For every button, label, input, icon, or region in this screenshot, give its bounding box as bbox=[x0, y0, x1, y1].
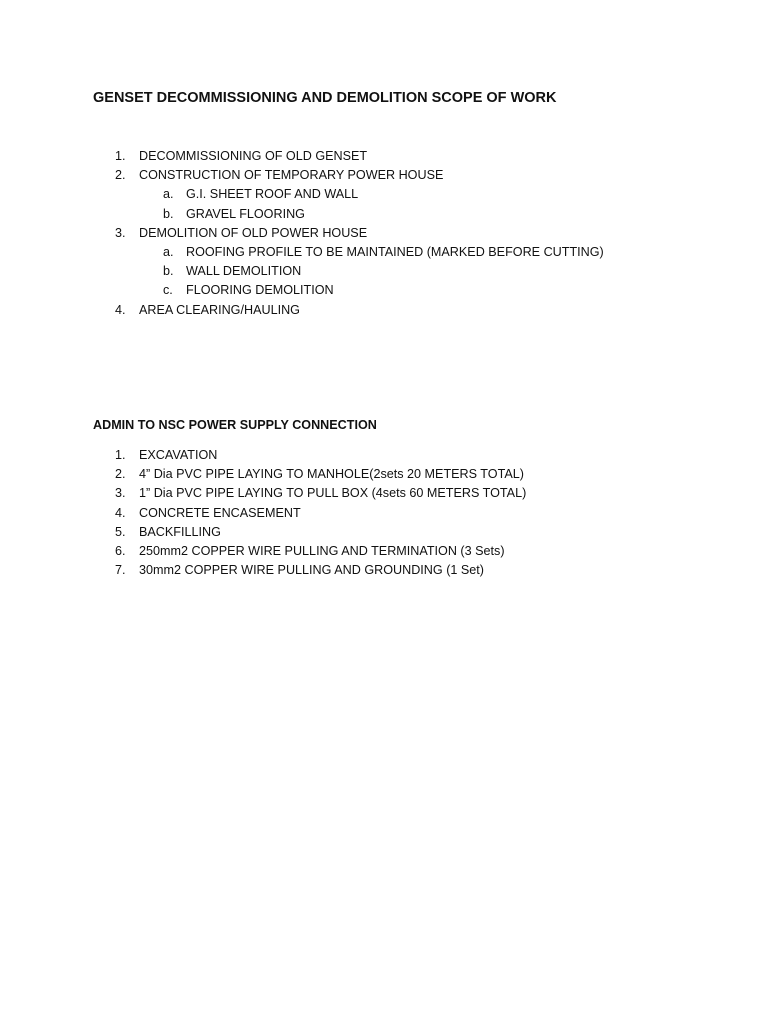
list-item-text: 30mm2 COPPER WIRE PULLING AND GROUNDING (1 Set) bbox=[139, 563, 484, 578]
list-item-marker: a. bbox=[163, 244, 174, 259]
list-item-marker: 4. bbox=[115, 505, 126, 520]
section-title-power-supply: ADMIN TO NSC POWER SUPPLY CONNECTION bbox=[93, 418, 377, 432]
list-item-marker: 5. bbox=[115, 524, 126, 539]
list-item-marker: 3. bbox=[115, 225, 126, 240]
list-item-text: ROOFING PROFILE TO BE MAINTAINED (MARKED BEFORE CUTTING) bbox=[186, 244, 604, 259]
list-item-marker: 3. bbox=[115, 486, 126, 501]
list-item-marker: 2. bbox=[115, 467, 126, 482]
list-item-text: G.I. SHEET ROOF AND WALL bbox=[186, 187, 359, 202]
list-item-marker: c. bbox=[163, 283, 173, 298]
list-item-marker: a. bbox=[163, 187, 174, 202]
list-item-text: 4” Dia PVC PIPE LAYING TO MANHOLE(2sets 20 METERS TOTAL) bbox=[139, 467, 524, 482]
list-item-marker: b. bbox=[163, 264, 174, 279]
list-item-text: CONSTRUCTION OF TEMPORARY POWER HOUSE bbox=[139, 168, 444, 183]
list-item-text: EXCAVATION bbox=[139, 448, 218, 462]
list-item-text: 1” Dia PVC PIPE LAYING TO PULL BOX (4sets 60 METERS TOTAL) bbox=[139, 486, 527, 501]
list-item-text: WALL DEMOLITION bbox=[186, 264, 302, 279]
section-title-genset: GENSET DECOMMISSIONING AND DEMOLITION SCOPE OF WORK bbox=[93, 90, 557, 106]
list-item-text: AREA CLEARING/HAULING bbox=[139, 302, 300, 317]
list-item-marker: 1. bbox=[115, 448, 126, 462]
list-item-text: GRAVEL FLOORING bbox=[186, 206, 305, 221]
list-item-text: BACKFILLING bbox=[139, 524, 221, 539]
list-item-marker: 2. bbox=[115, 168, 126, 183]
list-item-text: DECOMMISSIONING OF OLD GENSET bbox=[139, 149, 368, 163]
list-item-marker: 1. bbox=[115, 149, 126, 163]
list-item-marker: 4. bbox=[115, 302, 126, 317]
list-item-text: 250mm2 COPPER WIRE PULLING AND TERMINATION (3 Sets) bbox=[139, 543, 505, 558]
list-item-text: FLOORING DEMOLITION bbox=[186, 283, 334, 298]
list-item-text: DEMOLITION OF OLD POWER HOUSE bbox=[139, 225, 368, 240]
list-item-marker: 7. bbox=[115, 563, 126, 578]
list-item-marker: 6. bbox=[115, 543, 126, 558]
list-item-text: CONCRETE ENCASEMENT bbox=[139, 505, 301, 520]
list-item-marker: b. bbox=[163, 206, 174, 221]
